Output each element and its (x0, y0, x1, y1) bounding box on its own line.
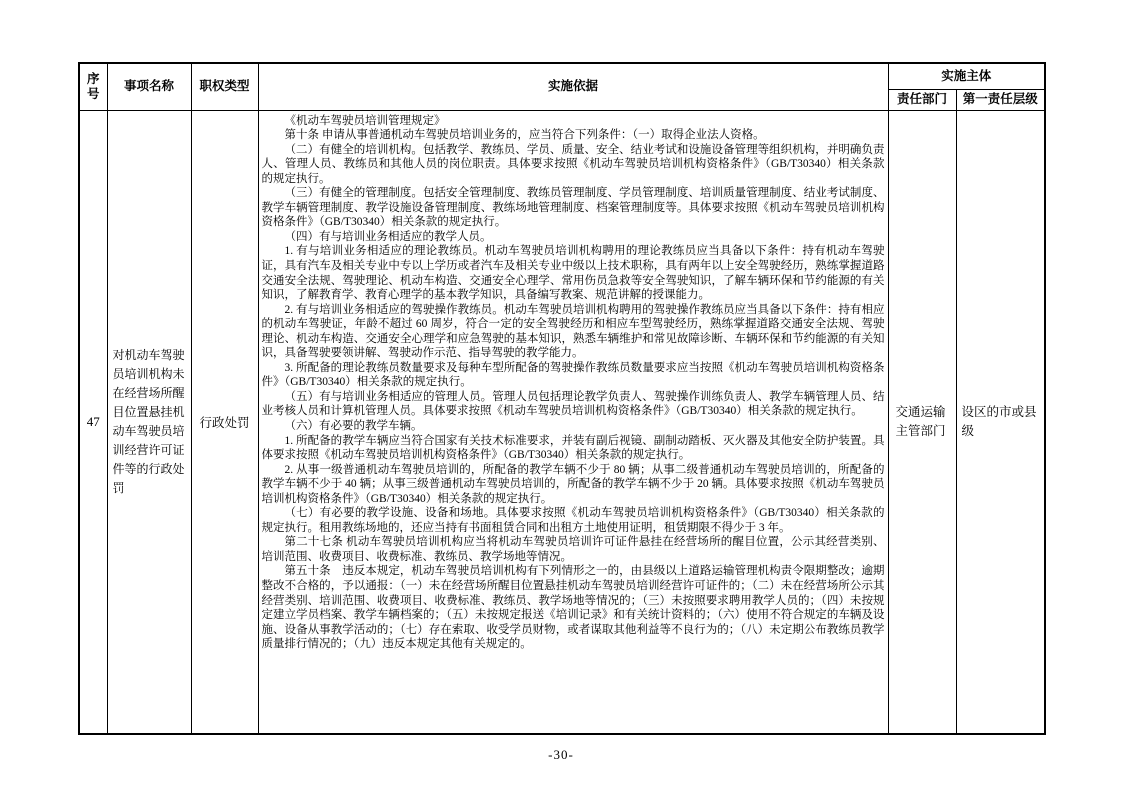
header-index: 序号 (79, 63, 107, 110)
authority-matters-table (78, 62, 1046, 735)
row-department: 交通运输主管部门 (888, 110, 956, 734)
basis-paragraph: 《机动车驾驶员培训管理规定》 (284, 114, 446, 127)
basis-paragraph: 3. 所配备的理论教练员数量要求及每种车型所配备的驾驶操作教练员数量要求应当按照《机动车驾驶员培训机构资格条件》（GB/T30340）相关条款的规定执行。 (261, 361, 885, 389)
basis-paragraph: 2. 从事一级普通机动车驾驶员培训的，所配备的教学车辆不少于 80 辆；从事二级普通机动车驾驶员培训的，所配备的教学车辆不少于 40 辆；从事三级普通机动车驾驶员培训的，所配备的教学车辆不少于 20 辆。具体要求按照《机动车驾驶员培训机构资格条件》（GB/T30340）相关条款的规定执行。 (261, 463, 885, 505)
basis-paragraph: （四）有与培训业务相适应的教学人员。 (284, 230, 492, 243)
header-department: 责任部门 (888, 89, 956, 110)
basis-paragraph: 第五十条 违反本规定，机动车驾驶员培训机构有下列情形之一的，由县级以上道路运输管理机构责令限期整改；逾期整改不合格的，予以通报：（一）未在经营场所醒目位置悬挂机动车驾驶员培训经营许可证件的；（二）未在经营场所公示其经营类别、培训范围、收费项目、收费标准、教练员、教学场地等情况的；（三）未按照要求聘用教学人员的；（四）未按规定建立学员档案、教学车辆档案的；（五）未按规定报送《培训记录》和有关统计资料的；（六）使用不符合规定的车辆及设施、设备从事教学活动的；（七）存在索取、收受学员财物，或者谋取其他利益等不良行为的；（八）未定期公布教练员教学质量排行情况的；（九）违反本规定其他有关规定的。 (261, 565, 885, 651)
basis-paragraph: 1. 有与培训业务相适应的理论教练员。机动车驾驶员培训机构聘用的理论教练员应当具备以下条件：持有机动车驾驶证，具有汽车及相关专业中专以上学历或者汽车及相关专业中级以上技术职称，具有两年以上安全驾驶经历，熟练掌握道路交通安全法规、驾驶理论、机动车构造、交通安全心理学、常用伤员急救等安全驾驶知识，了解车辆环保和节约能源的有关知识，了解教育学、教育心理学的基本教学知识，具备编写教案、规范讲解的授课能力。 (261, 245, 885, 302)
basis-paragraph: 第十条 申请从事普通机动车驾驶员培训业务的，应当符合下列条件：（一）取得企业法人资格。 (284, 129, 765, 142)
header-subject-group: 实施主体 (888, 63, 1045, 89)
row-level: 设区的市或县级 (956, 110, 1045, 734)
row-basis-text (258, 110, 888, 734)
table-row (79, 110, 1045, 734)
row-item-name: 对机动车驾驶员培训机构未在经营场所醒目位置悬挂机动车驾驶员培训经营许可证件等的行政处罚 (107, 110, 191, 734)
basis-paragraph: （三）有健全的管理制度。包括安全管理制度、教练员管理制度、学员管理制度、培训质量管理制度、结业考试制度、教学车辆管理制度、教学设施设备管理制度、教练场地管理制度、档案管理制度等。具体要求按照《机动车驾驶员培训机构资格条件》（GB/T30340）相关条款的规定执行。 (261, 187, 885, 229)
basis-paragraph: （二）有健全的培训机构。包括教学、教练员、学员、质量、安全、结业考试和设施设备管理等组织机构，并明确负责人、管理人员、教练员和其他人员的岗位职责。具体要求按照《机动车驾驶员培训机构资格条件》（GB/T30340）相关条款的规定执行。 (261, 143, 885, 185)
basis-paragraph: （六）有必要的教学车辆。 (284, 419, 423, 432)
basis-paragraph: （七）有必要的教学设施、设备和场地。具体要求按照《机动车驾驶员培训机构资格条件》（GB/T30340）相关条款的规定执行。租用教练场地的，还应当持有书面租赁合同和出租方土地使用证明，租赁期限不得少于 3 年。 (261, 507, 885, 534)
basis-paragraph: 1. 所配备的教学车辆应当符合国家有关技术标准要求，并装有副后视镜、副制动踏板、灭火器及其他安全防护装置。具体要求按照《机动车驾驶员培训机构资格条件》（GB/T30340）相关条款的规定执行。 (261, 434, 885, 462)
row-index: 47 (79, 110, 107, 734)
basis-paragraph: （五）有与培训业务相适应的管理人员。管理人员包括理论教学负责人、驾驶操作训练负责人、教学车辆管理人员、结业考核人员和计算机管理人员。具体要求按照《机动车驾驶员培训机构资格条件》（GB/T30340）相关条款的规定执行。 (261, 390, 885, 418)
header-power-type: 职权类型 (191, 63, 258, 110)
basis-paragraph: 2. 有与培训业务相适应的驾驶操作教练员。机动车驾驶员培训机构聘用的驾驶操作教练员应当具备以下条件：持有相应的机动车驾驶证，年龄不超过 60 周岁，符合一定的安全驾驶经历和相应车型驾驶经历，熟练掌握道路交通安全法规、驾驶理论、机动车构造、交通安全心理学和应急驾驶的基本知识，熟悉车辆维护和常见故障诊断、车辆环保和节约能源的有关知识，具备驾驶要领讲解、驾驶动作示范、指导驾驶的教学能力。 (261, 303, 885, 360)
header-basis: 实施依据 (258, 63, 888, 110)
page-number: -30- (548, 747, 574, 762)
row-power-type: 行政处罚 (191, 110, 258, 734)
basis-paragraph: 第二十七条 机动车驾驶员培训机构应当将机动车驾驶员培训许可证件悬挂在经营场所的醒目位置，公示其经营类别、培训范围、收费项目、收费标准、教练员、教学场地等情况。 (261, 536, 885, 563)
header-level: 第一责任层级 (956, 89, 1045, 110)
header-item-name: 事项名称 (107, 63, 191, 110)
